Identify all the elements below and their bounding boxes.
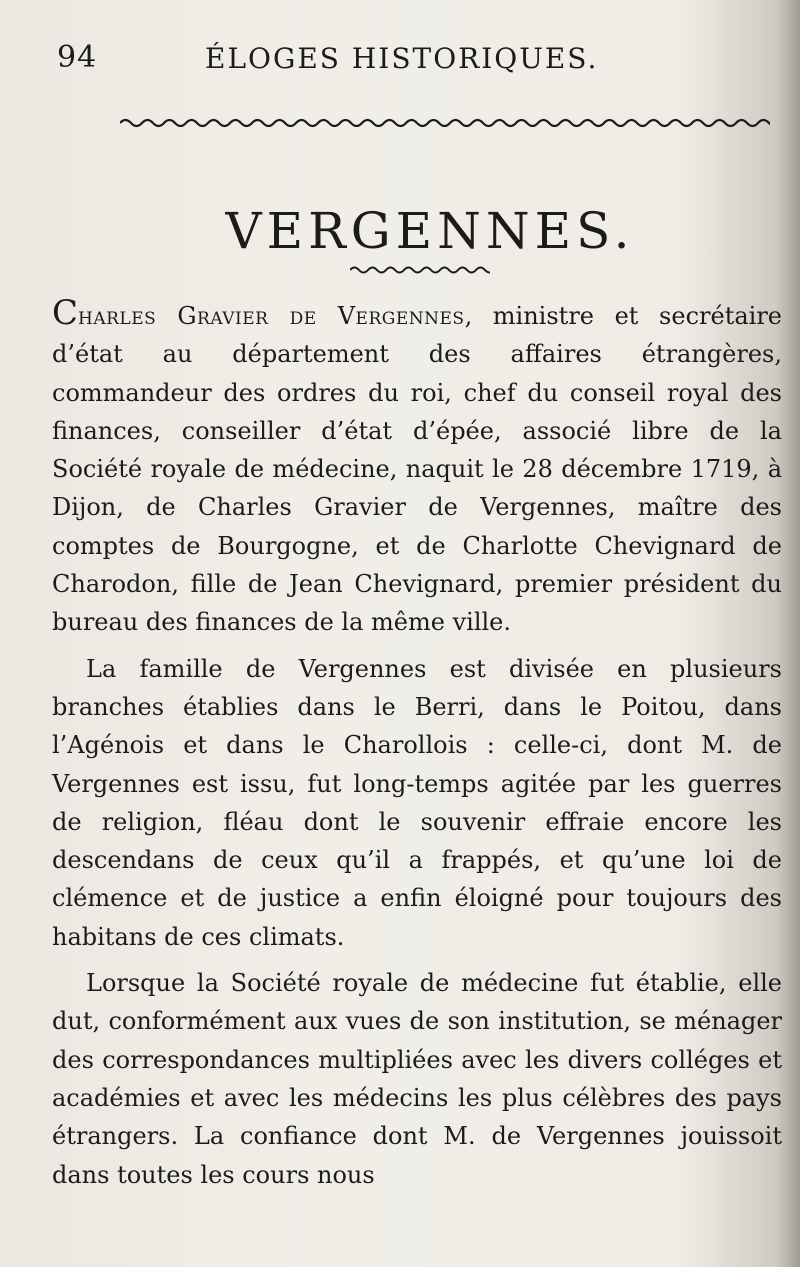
subject-name: harles Gravier de Vergennes	[78, 302, 465, 330]
paragraph-1	[52, 293, 782, 642]
running-head: ÉLOGES HISTORIQUES.	[205, 42, 599, 75]
body-text	[52, 293, 782, 1202]
page-header	[57, 40, 757, 80]
paragraph-3: Lorsque la Société royale de médecine fut établie, elle dut, conformément aux vues de son institution, se ménager des correspondances multipliées avec les divers colléges et académies et avec les médecins les plus célèbres des pays étrangers. La confiance dont M. de Vergennes jouissoit dans toutes les cours nous	[52, 969, 782, 1189]
paragraph-1-text: , ministre et secrétaire d’état au département des affaires étrangères, commandeur des ordres du roi, chef du conseil royal des finances, conseiller d’état d’épée, associé libre de la Société royale de médecine, naquit le 28 décembre 1719, à Dijon, de Charles Gravier de Vergennes, maître des comptes de Bourgogne, et de Charlotte Chevignard de Charodon, fille de Jean Chevignard, premier président du bureau des finances de la même ville.	[52, 302, 782, 637]
page-number: 94	[57, 40, 98, 75]
drop-initial: C	[52, 293, 79, 333]
short-wavy-rule-ornament	[350, 260, 490, 280]
paragraph-2: La famille de Vergennes est divisée en plusieurs branches établies dans le Berri, dans le Poitou, dans l’Agénois et dans le Charollois : celle-ci, dont M. de Vergennes est issu, fut long-temps agitée par les guerres de religion, fléau dont le souvenir effraie encore les descendans de ceux qu’il a frappés, et qu’une loi de clémence et de justice a enfin éloigné pour toujours des habitans de ces climats.	[52, 654, 782, 951]
wavy-rule-ornament	[120, 110, 770, 136]
article-title: VERGENNES.	[225, 201, 635, 260]
